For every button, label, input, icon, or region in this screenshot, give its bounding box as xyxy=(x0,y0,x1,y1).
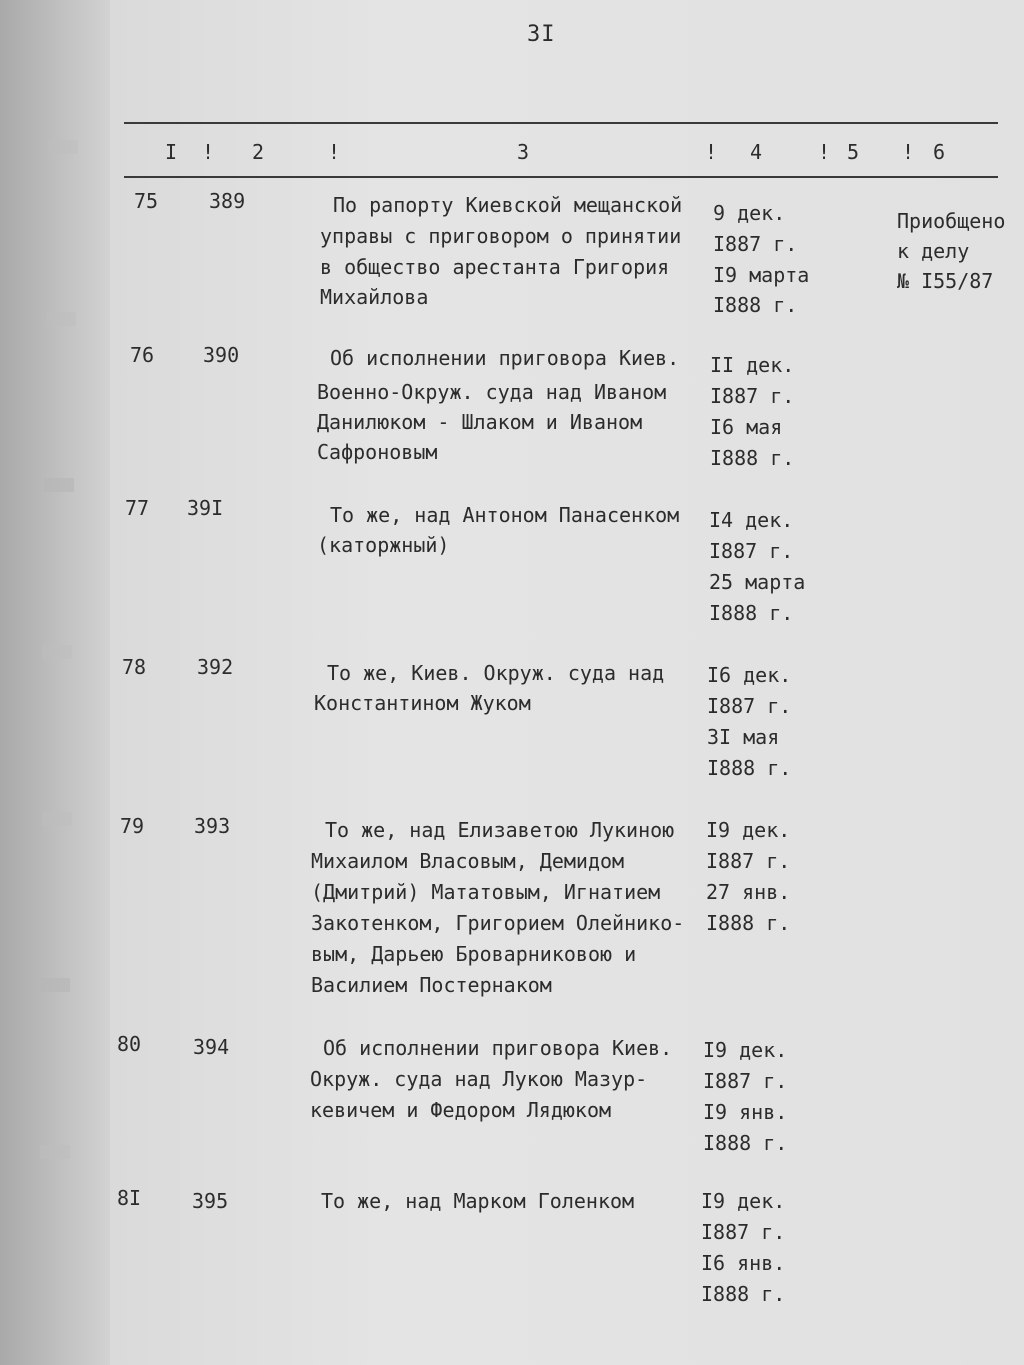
row-description-line: в общество арестанта Григория xyxy=(320,255,670,279)
row-note-line: к делу xyxy=(897,239,970,263)
row-description-line: То же, Киев. Окруж. суда над xyxy=(327,661,665,685)
header-col-1: I xyxy=(165,140,178,164)
row-date-line: I887 г. xyxy=(709,539,794,563)
header-separator: ! xyxy=(328,140,341,164)
row-description-line: По рапорту Киевской мещанской xyxy=(333,193,683,217)
table-top-rule xyxy=(124,122,998,124)
bleed-through-mark xyxy=(44,478,74,492)
row-reference: 393 xyxy=(194,814,231,838)
row-reference: 39I xyxy=(187,496,224,520)
header-separator: ! xyxy=(902,140,915,164)
row-description-line: Сафроновым xyxy=(317,440,438,464)
row-description-line: управы с приговором о принятии xyxy=(320,224,682,248)
row-reference: 395 xyxy=(192,1189,229,1213)
previous-page-edge xyxy=(0,0,120,1365)
row-number: 77 xyxy=(125,496,150,520)
bleed-through-mark xyxy=(40,978,70,992)
row-description-line: Об исполнении приговора Киев. xyxy=(323,1036,673,1060)
row-reference: 389 xyxy=(209,189,246,213)
row-date-line: I887 г. xyxy=(713,232,798,256)
row-reference: 390 xyxy=(203,343,240,367)
header-col-5: 5 xyxy=(847,140,860,164)
row-date-line: 3I мая xyxy=(707,725,780,749)
bleed-through-mark xyxy=(42,812,72,826)
row-date-line: I888 г. xyxy=(707,756,792,780)
row-description-line: Василием Постернаком xyxy=(311,973,552,997)
row-date-line: 25 марта xyxy=(709,570,806,594)
row-date-line: I887 г. xyxy=(707,694,792,718)
row-number: 78 xyxy=(122,655,147,679)
row-description-line: То же, над Марком Голенком xyxy=(321,1189,635,1213)
row-date-line: I6 мая xyxy=(710,415,783,439)
page-number: 3I xyxy=(527,22,556,47)
row-date-line: I888 г. xyxy=(703,1131,788,1155)
row-note-line: № I55/87 xyxy=(897,269,994,293)
row-date-line: I888 г. xyxy=(710,446,795,470)
row-date-line: 9 дек. xyxy=(713,201,786,225)
row-note-line: Приобщено xyxy=(897,209,1006,233)
row-date-line: I887 г. xyxy=(703,1069,788,1093)
row-date-line: I887 г. xyxy=(706,849,791,873)
row-date-line: I888 г. xyxy=(706,911,791,935)
row-description-line: Михаилом Власовым, Демидом xyxy=(311,849,625,873)
row-description-line: вым, Дарьею Броварниковою и xyxy=(311,942,637,966)
row-description-line: Константином Жуком xyxy=(314,691,531,715)
header-col-3: 3 xyxy=(517,140,530,164)
row-description-line: Закотенком, Григорием Олейнико- xyxy=(311,911,685,935)
row-reference: 394 xyxy=(193,1035,230,1059)
row-description-line: кевичем и Федором Лядюком xyxy=(310,1098,612,1122)
row-date-line: I4 дек. xyxy=(709,508,794,532)
header-col-4: 4 xyxy=(750,140,763,164)
row-description-line: То же, над Антоном Панасенком xyxy=(330,503,680,527)
row-date-line: I9 дек. xyxy=(701,1189,786,1213)
row-date-line: I888 г. xyxy=(713,293,798,317)
row-number: 76 xyxy=(130,343,155,367)
row-date-line: I887 г. xyxy=(701,1220,786,1244)
row-reference: 392 xyxy=(197,655,234,679)
header-col-6: 6 xyxy=(933,140,946,164)
row-description-line: Михайлова xyxy=(320,285,429,309)
row-date-line: I9 янв. xyxy=(703,1100,788,1124)
row-date-line: 27 янв. xyxy=(706,880,791,904)
row-description-line: Окруж. суда над Лукою Мазур- xyxy=(310,1067,648,1091)
row-number: 75 xyxy=(134,189,159,213)
row-description-line: То же, над Елизаветою Лукиною xyxy=(325,818,675,842)
header-separator: ! xyxy=(818,140,831,164)
row-date-line: I9 дек. xyxy=(706,818,791,842)
row-number: 8I xyxy=(117,1186,142,1210)
row-date-line: I887 г. xyxy=(710,384,795,408)
header-separator: ! xyxy=(202,140,215,164)
row-date-line: I6 янв. xyxy=(701,1251,786,1275)
row-description-line: Данилюком - Шлаком и Иваном xyxy=(317,410,643,434)
row-date-line: I888 г. xyxy=(701,1282,786,1306)
header-separator: ! xyxy=(705,140,718,164)
row-description-line: Об исполнении приговора Киев. xyxy=(330,346,680,370)
row-date-line: I888 г. xyxy=(709,601,794,625)
bleed-through-mark xyxy=(46,312,76,326)
row-date-line: II дек. xyxy=(710,353,795,377)
row-description-line: (каторжный) xyxy=(317,533,450,557)
header-col-2: 2 xyxy=(252,140,265,164)
table-header-bottom-rule xyxy=(124,176,998,178)
row-number: 80 xyxy=(117,1032,142,1056)
row-date-line: I9 марта xyxy=(713,263,810,287)
row-date-line: I6 дек. xyxy=(707,663,792,687)
bleed-through-mark xyxy=(42,645,72,659)
bleed-through-mark xyxy=(40,1145,70,1159)
row-number: 79 xyxy=(120,814,145,838)
row-description-line: Военно-Окруж. суда над Иваном xyxy=(317,380,667,404)
bleed-through-mark xyxy=(48,140,78,154)
row-date-line: I9 дек. xyxy=(703,1038,788,1062)
row-description-line: (Дмитрий) Мататовым, Игнатием xyxy=(311,880,661,904)
